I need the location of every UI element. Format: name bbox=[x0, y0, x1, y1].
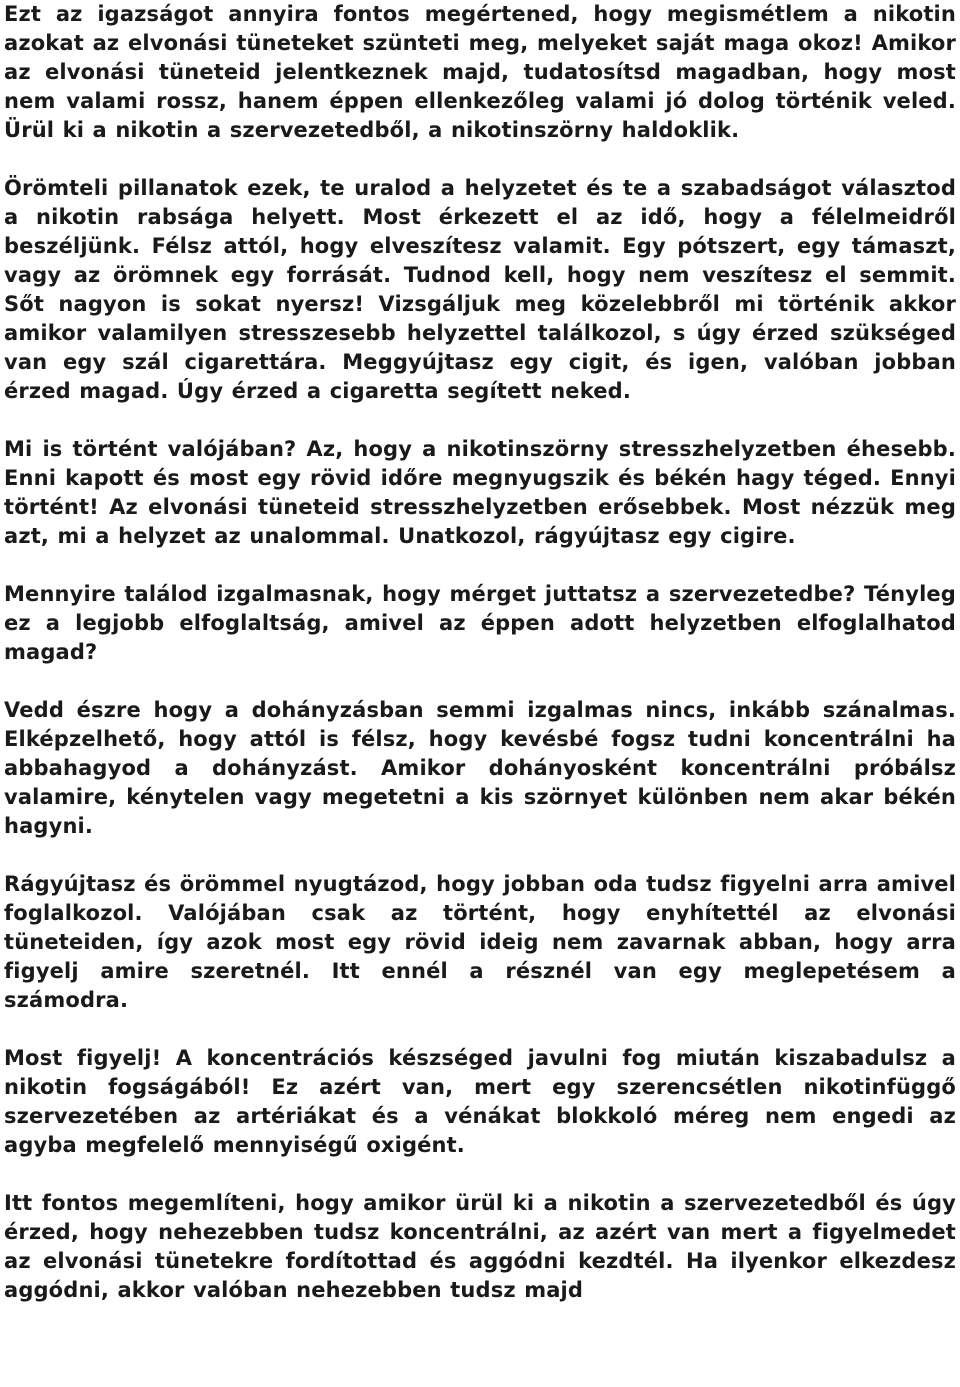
paragraph-7: Most figyelj! A koncentrációs készséged javulni fog miután kiszabadulsz a nikotin fogságából! Ez azért van, mert egy szerencsétlen nikotinfüggő szervezetében az artériákat és a vénákat blokkoló méreg nem engedi az agyba megfelelő mennyiségű oxigént. bbox=[4, 1046, 956, 1157]
paragraph-1: Ezt az igazságot annyira fontos megértened, hogy megismétlem a nikotin azokat az elvonási tüneteket szünteti meg, melyeket saját maga okoz! Amikor az elvonási tüneteid jelentkeznek majd, tudatosítsd magadban, hogy most nem valami rossz, hanem éppen ellenkezőleg valami jó dolog történik veled. Ürül ki a nikotin a szervezetedből, a nikotinszörny haldoklik. bbox=[4, 2, 956, 142]
paragraph-2: Örömteli pillanatok ezek, te uralod a helyzetet és te a szabadságot választod a nikotin rabsága helyett. Most érkezett el az idő, hogy a félelmeidről beszéljünk. Félsz attól, hogy elveszítesz valamit. Egy pótszert, egy támaszt, vagy az örömnek egy forrását. Tudnod kell, hogy nem veszítesz el semmit. Sőt nagyon is sokat nyersz! Vizsgáljuk meg közelebbről mi történik akkor amikor valamilyen stresszesebb helyzettel találkozol, s úgy érzed szükséged van egy szál cigarettára. Meggyújtasz egy cigit, és igen, valóban jobban érzed magad. Úgy érzed a cigaretta segített neked. bbox=[4, 176, 956, 403]
paragraph-8: Itt fontos megemlíteni, hogy amikor ürül ki a nikotin a szervezetedből és úgy érzed, hogy nehezebben tudsz koncentrálni, az azért van mert a figyelmedet az elvonási tünetekre fordítottad és aggódni kezdtél. Ha ilyenkor elkezdesz aggódni, akkor valóban nehezebben tudsz majd bbox=[4, 1191, 956, 1302]
paragraph-3: Mi is történt valójában? Az, hogy a nikotinszörny stresszhelyzetben éhesebb. Enni kapott és most egy rövid időre megnyugszik és békén hagy téged. Ennyi történt! Az elvonási tüneteid stresszhelyzetben erősebbek. Most nézzük meg azt, mi a helyzet az unalommal. Unatkozol, rágyújtasz egy cigire. bbox=[4, 437, 956, 548]
paragraph-6: Rágyújtasz és örömmel nyugtázod, hogy jobban oda tudsz figyelni arra amivel foglalkozol. Valójában csak az történt, hogy enyhítettél az elvonási tüneteiden, így azok most egy rövid ideig nem zavarnak abban, hogy arra figyelj amire szeretnél. Itt ennél a résznél van egy meglepetésem a számodra. bbox=[4, 872, 956, 1012]
paragraph-5: Vedd észre hogy a dohányzásban semmi izgalmas nincs, inkább szánalmas. Elképzelhető, hogy attól is félsz, hogy kevésbé fogsz tudni koncentrálni ha abbahagyod a dohányzást. Amikor dohányosként koncentrálni próbálsz valamire, kénytelen vagy megetetni a kis szörnyet különben nem akar békén hagyni. bbox=[4, 698, 956, 838]
paragraph-4: Mennyire találod izgalmasnak, hogy mérget juttatsz a szervezetedbe? Tényleg ez a legjobb elfoglaltság, amivel az éppen adott helyzetben elfoglalhatod magad? bbox=[4, 582, 956, 664]
